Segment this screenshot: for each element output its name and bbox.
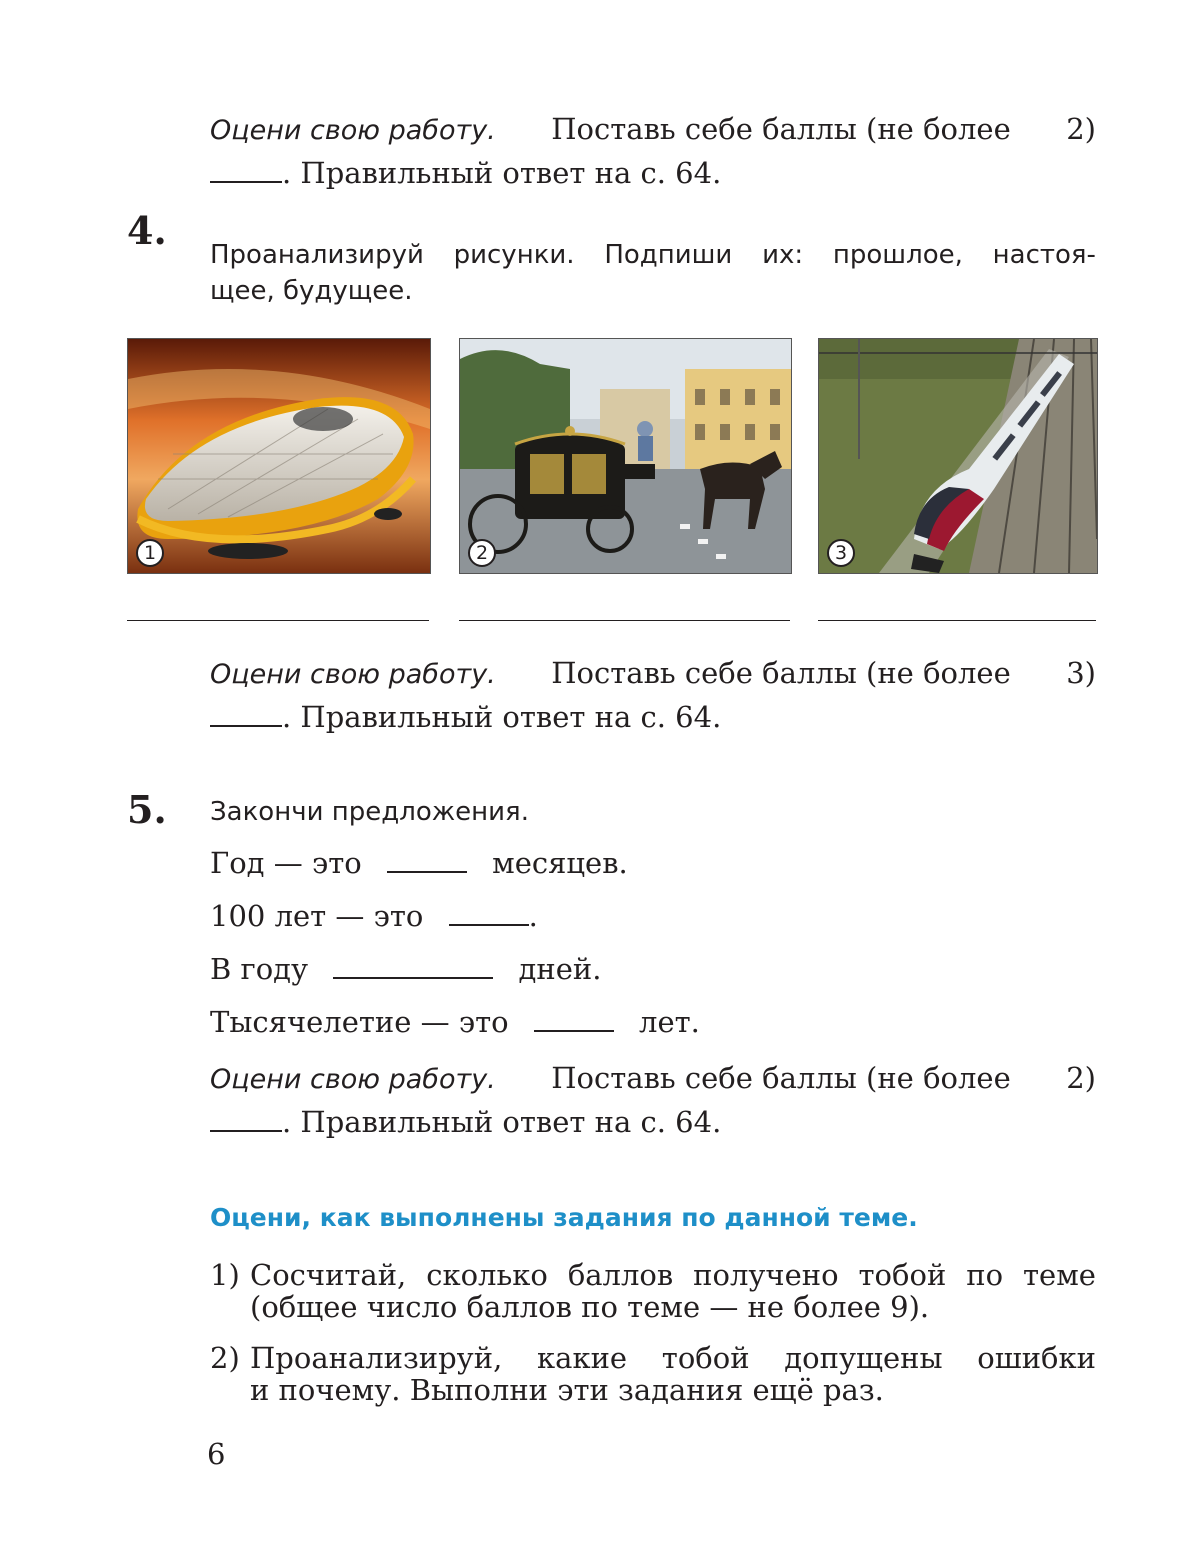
carriage-icon (460, 339, 791, 573)
task-instruction-line2: щее, будущее. (210, 276, 413, 306)
answer-line-3[interactable] (818, 620, 1096, 621)
sentence-2 (210, 899, 538, 933)
solar-car-icon (128, 339, 430, 573)
score-prompt-task5 (210, 1061, 1096, 1139)
task-number: 5. (127, 787, 167, 832)
score-answer-ref: . Правильный ответ на с. 64. (282, 156, 722, 190)
score-prompt-italic: Оцени свою работу. (210, 1064, 496, 1095)
photo-label-1: 1 (136, 539, 164, 567)
sentence-4-blank[interactable] (534, 1029, 614, 1032)
photo-carriage (459, 338, 792, 574)
task-instruction: Проанализируй рисунки. Подпиши их: прошлое, настоя- щее, будущее. (210, 240, 1096, 306)
score-answer-ref: . Правильный ответ на с. 64. (282, 700, 722, 734)
sentence-2-start: 100 лет — это (210, 899, 424, 933)
summary-item-2 (210, 1341, 1096, 1407)
sentence-1-blank[interactable] (387, 870, 467, 873)
score-prompt-top (210, 112, 1096, 190)
score-prompt-text: Поставь себе баллы (не более (551, 1061, 1011, 1095)
sentence-4 (210, 1005, 700, 1039)
summary-item-2-number: 2) (210, 1341, 240, 1375)
answer-line-1[interactable] (127, 620, 429, 621)
score-prompt-max: 3) (1066, 656, 1096, 690)
score-prompt-task4 (210, 656, 1096, 734)
score-blank[interactable] (210, 180, 282, 183)
sentence-3-end: дней. (518, 952, 602, 986)
score-prompt-text: Поставь себе баллы (не более (551, 112, 1011, 146)
photo-train (818, 338, 1098, 574)
sentence-1-start: Год — это (210, 846, 362, 880)
answer-line-2[interactable] (459, 620, 790, 621)
photo-solar-car (127, 338, 431, 574)
score-prompt-italic: Оцени свою работу. (210, 659, 496, 690)
score-prompt-max: 2) (1066, 1061, 1096, 1095)
sentence-4-start: Тысячелетие — это (210, 1005, 509, 1039)
sentence-3-blank[interactable] (333, 976, 493, 979)
task-instruction: Закончи предложения. (210, 797, 529, 827)
summary-heading: Оцени, как выполнены задания по данной теме. (210, 1203, 918, 1232)
sentence-1 (210, 846, 628, 880)
sentence-1-end: месяцев. (492, 846, 628, 880)
summary-item-1 (210, 1258, 1096, 1324)
summary-item-2-line1: Проанализируй, какие тобой допущены ошибки (250, 1341, 1096, 1375)
sentence-2-end: . (528, 899, 538, 933)
score-prompt-max: 2) (1066, 112, 1096, 146)
sentence-4-end: лет. (639, 1005, 700, 1039)
photo-label-2: 2 (468, 539, 496, 567)
score-answer-ref: . Правильный ответ на с. 64. (282, 1105, 722, 1139)
summary-item-2-line2: и почему. Выполни эти задания ещё раз. (250, 1373, 884, 1407)
page-number: 6 (207, 1437, 226, 1471)
summary-item-1-line2: (общее число баллов по теме — не более 9). (250, 1290, 930, 1324)
summary-item-1-line1: Сосчитай, сколько баллов получено тобой по теме (250, 1258, 1096, 1292)
score-blank[interactable] (210, 724, 282, 727)
sentence-3-start: В году (210, 952, 309, 986)
score-prompt-italic: Оцени свою работу. (210, 115, 496, 146)
summary-item-1-number: 1) (210, 1258, 240, 1292)
sentence-2-blank[interactable] (449, 923, 529, 926)
score-blank[interactable] (210, 1129, 282, 1132)
score-prompt-text: Поставь себе баллы (не более (551, 656, 1011, 690)
sentence-3 (210, 952, 601, 986)
photo-label-3: 3 (827, 539, 855, 567)
train-icon (819, 339, 1097, 573)
task-number: 4. (127, 208, 167, 253)
